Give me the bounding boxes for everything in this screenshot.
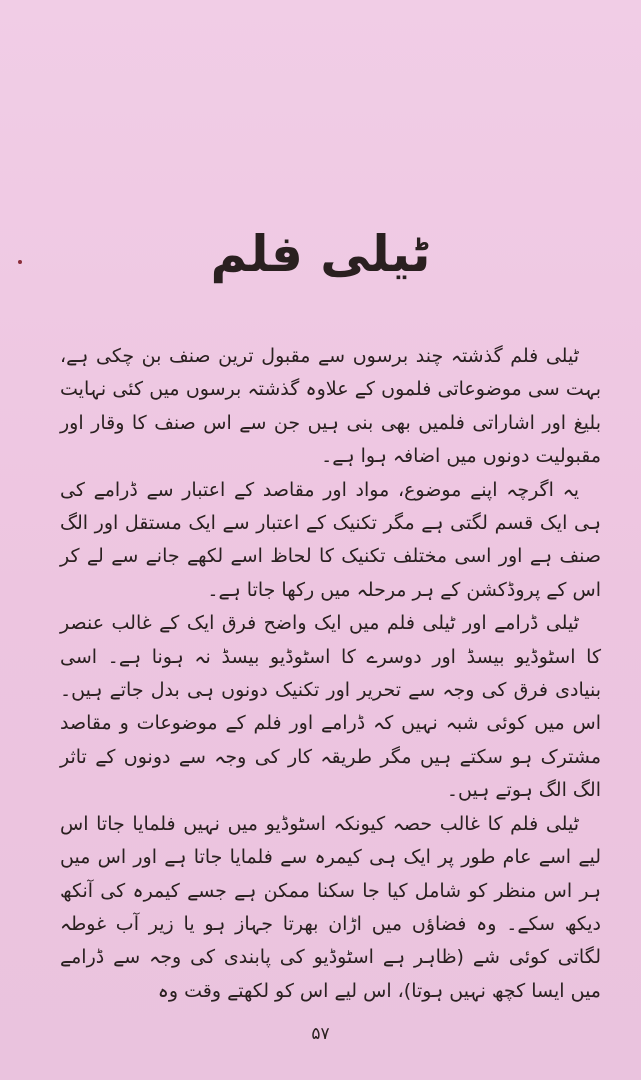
paragraph-4: ٹیلی فلم کا غالب حصہ کیونکہ اسٹوڈیو میں نہیں فلمایا جاتا اس لیے اسے عام طور پر ایک ہی کیمرہ سے فلمایا جاتا ہے اور اس میں ہر اس منظر کو شامل کیا جا سکنا ممکن ہے جسے کیمرہ کی آنکھ دیکھ سکے۔ وہ فضاؤں میں اڑان بھرتا جہاز ہو یا زیر آب غوطہ لگاتی کوئی شے (ظاہر ہے اسٹوڈیو کی پابندی کی وجہ سے ڈرامے میں ایسا کچھ نہیں ہوتا)، اس لیے اس کو لکھتے وقت وہ [60,812,601,1002]
body-text [60,340,601,1008]
paragraph-2: یہ اگرچہ اپنے موضوع، مواد اور مقاصد کے اعتبار سے ڈرامے کی ہی ایک قسم لگتی ہے مگر تکنیک کے اعتبار سے ایک مستقل اور الگ صنف ہے اور اسی مختلف تکنیک کا لحاظ اسے لکھے جانے سے لے کر اس کے پروڈکشن کے ہر مرحلہ میں رکھا جاتا ہے۔ [60,478,601,601]
paragraph-3: ٹیلی ڈرامے اور ٹیلی فلم میں ایک واضح فرق ایک کے غالب عنصر کا اسٹوڈیو بیسڈ اور دوسرے کا اسٹوڈیو بیسڈ نہ ہونا ہے۔ اسی بنیادی فرق کی وجہ سے تحریر اور تکنیک دونوں ہی بدل جاتے ہیں۔ اس میں کوئی شبہ نہیں کہ ڈرامے اور فلم کے موضوعات و مقاصد مشترک ہو سکتے ہیں مگر طریقہ کار کی وجہ سے دونوں کے تاثر الگ الگ ہوتے ہیں۔ [60,612,601,802]
chapter-title: ٹیلی فلم [210,224,431,283]
page-number: ۵۷ [311,1024,330,1044]
paragraph-1: ٹیلی فلم گذشتہ چند برسوں سے مقبول ترین صنف بن چکی ہے، بہت سی موضوعاتی فلموں کے علاوہ گذشتہ برسوں میں کئی نہایت بلیغ اور اشاراتی فلمیں بھی بنی ہیں جن سے اس صنف کا وقار اور مقبولیت دونوں میں اضافہ ہوا ہے۔ [60,345,601,468]
